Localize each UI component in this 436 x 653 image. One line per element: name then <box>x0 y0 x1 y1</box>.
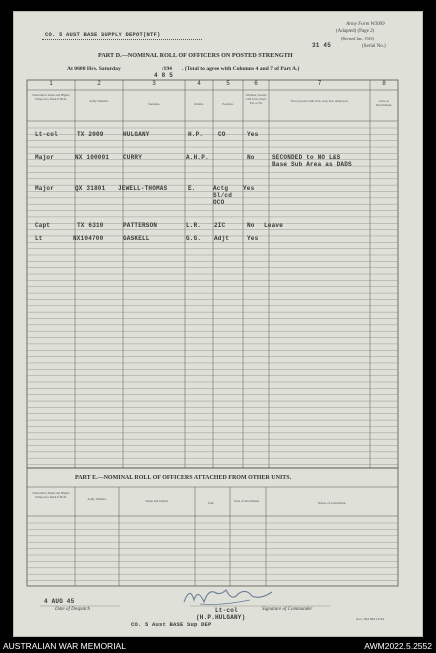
column-header-date: Date of Detachment. <box>375 99 393 107</box>
cell-surname: HULGANY <box>123 131 150 138</box>
despatch-date: 4 AUG 45 <box>44 598 75 605</box>
cell-army-number: QX 31801 <box>75 185 106 192</box>
serial-label: (Serial No.) <box>362 44 386 49</box>
cell-army-number: TX 6310 <box>77 222 104 229</box>
column-header-surname: Surname. <box>147 102 161 106</box>
part-d-title: PART D.—NOMINAL ROLL OF OFFICERS ON POSTED STRENGTH <box>98 52 293 59</box>
column-header-employed: If not present with Unit, state how employed. <box>290 99 349 103</box>
cell-present: Yes <box>247 131 259 138</box>
cell-position: 2IC <box>214 222 226 229</box>
cell-surname: PATTERSON <box>123 222 158 229</box>
cell-initials: H.P. <box>188 131 204 138</box>
signer-unit: CO. 5 Aust BASE Sup DEP <box>131 621 212 628</box>
serial-date: 31 45 <box>312 42 332 49</box>
column-header-army-number: Army Number. <box>87 497 107 501</box>
at-hours-suffix: . (Total to agree with Columns 4 and 7 of Part A.) <box>182 66 300 72</box>
column-number: 3 <box>152 81 156 87</box>
cell-army-number: TX 2009 <box>77 131 104 138</box>
cell-surname: JEWELL-THOMAS <box>118 185 168 192</box>
signer-name: (H.P.HULGANY) <box>196 614 246 621</box>
cell-initials: G.G. <box>186 235 202 242</box>
column-header-unit: Unit. <box>207 501 215 505</box>
cell-rank: Major <box>35 185 55 192</box>
column-header-present: Whether present with Unit. Insert Yes or No <box>245 93 267 105</box>
signature-label: Signature of Commander <box>262 607 313 612</box>
cell-rank: Capt <box>35 222 51 229</box>
cell-rank: Major <box>35 154 55 161</box>
cell-army-number: NX104700 <box>73 235 104 242</box>
column-number: 2 <box>97 81 101 87</box>
at-hours-date: 4 8 5 <box>154 72 174 79</box>
despatch-date-label: Date of Despatch <box>55 607 90 612</box>
column-header-rank: Substantive Rank and Higher Temporary Rank if Held. <box>32 491 70 499</box>
column-header-date-attached: Date of Attachment. <box>234 499 260 503</box>
print-code: A.G. 394 584 12/44 <box>356 617 384 621</box>
at-hours-prefix: At 0600 Hrs. Saturday <box>67 66 121 72</box>
cell-initials: L.R. <box>186 222 202 229</box>
commander-signature <box>180 582 280 608</box>
cell-position: Adjt <box>214 235 230 242</box>
column-header-position: Position. <box>222 102 234 106</box>
signer-rank: Lt-col <box>215 607 238 614</box>
part-e-title: PART E.—NOMINAL ROLL OF OFFICERS ATTACHED FROM OTHER UNITS. <box>75 475 292 481</box>
cell-present: Yes <box>243 185 255 192</box>
cell-employed: SECONDED to NO L&S Base Sub Area as DADS <box>272 154 352 168</box>
cell-initials: E. <box>188 185 196 192</box>
column-number: 1 <box>49 81 53 87</box>
cell-army-number: NX 100001 <box>75 154 110 161</box>
cell-rank: Lt-col <box>35 131 58 138</box>
form-adapted: (Adapted) (Page 2) <box>336 29 375 34</box>
at-hours-year: /194 <box>162 66 172 72</box>
cell-employed: Leave <box>264 222 284 229</box>
cell-present: No <box>247 154 255 161</box>
caption-left: AUSTRALIAN WAR MEMORIAL <box>3 641 126 651</box>
column-header-army-number: Army Number. <box>89 99 109 103</box>
cell-initials: A.H.P. <box>186 154 209 161</box>
caption-bar <box>0 637 436 653</box>
cell-position: CO <box>218 131 226 138</box>
column-header-nature: Nature of Attachment. <box>317 501 347 505</box>
column-number: 5 <box>226 81 230 87</box>
column-number: 4 <box>197 81 201 87</box>
cell-position: Actg Sl/cd OCO <box>213 185 233 206</box>
column-header-initials: Initials. <box>194 102 204 106</box>
cell-surname: GASKELL <box>123 235 150 242</box>
cell-surname: CURRY <box>123 154 143 161</box>
form-revised: (Revised Jan., 1943) <box>341 36 374 41</box>
column-number: 6 <box>254 81 258 87</box>
cell-present: No <box>247 222 255 229</box>
cell-present: Yes <box>247 235 259 242</box>
cell-rank: Lt <box>35 235 43 242</box>
column-number: 8 <box>382 81 386 87</box>
unit-name: CO. 5 AUST BASE SUPPLY DEPOT(NTF) <box>45 31 161 38</box>
form-title: Army Form W3009 <box>346 22 385 27</box>
caption-right: AWM2022.5.2552 <box>364 641 432 651</box>
column-header-rank: Substantive Rank and Higher Temporary Rank if Held. <box>32 93 70 101</box>
column-header-name: Name and Initials. <box>145 499 169 503</box>
column-number: 7 <box>317 81 322 87</box>
